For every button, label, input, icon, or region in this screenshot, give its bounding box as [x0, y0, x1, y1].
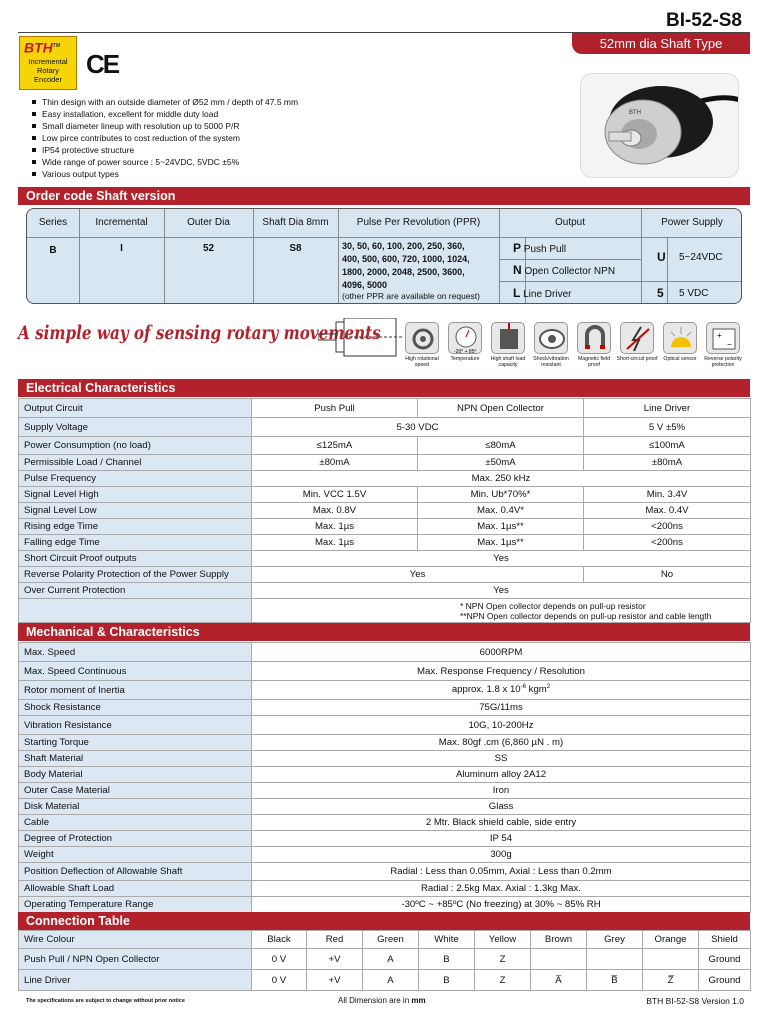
icon-label: Temperature [450, 356, 480, 362]
mechanical-table [18, 642, 751, 913]
model-title: BI-52-S8 [665, 10, 742, 31]
order-header: Pulse Per Revolution (PPR) [356, 217, 481, 228]
high-shaft-load-icon [491, 322, 525, 354]
electrical-title: Electrical Characteristics [18, 379, 750, 397]
table-row: Outer Case Material Iron [19, 783, 751, 799]
order-code-table [26, 208, 742, 304]
icon-label: Reverse polarity protection [704, 356, 742, 368]
table-row: Wire Colour Black Red Green White Yellow Brown Grey Orange Shield [19, 931, 751, 949]
icon-label: Optical sensor [663, 356, 697, 362]
table-row: Position Deflection of Allowable Shaft Radial : Less than 0.05mm, Axial : Less than 0.2mm [19, 863, 751, 881]
order-header: Series [38, 217, 68, 228]
table-row: Starting Torque Max. 80gf .cm (6,860 µN . m) [19, 735, 751, 751]
feature-item: Wide range of power source : 5~24VDC, 5VDC ±5% [30, 156, 298, 168]
order-power-code: U [657, 250, 666, 264]
order-output-npn: N Open Collector NPN [513, 263, 616, 277]
table-row: Output Circuit Push Pull NPN Open Collector Line Driver [19, 399, 751, 418]
order-power-code: 5 [657, 286, 664, 300]
table-row: Body Material Aluminum alloy 2A12 [19, 767, 751, 783]
electrical-notes: * NPN Open collector depends on pull-up resistor **NPN Open collector depends on pull-up resistor and cable length [252, 599, 751, 623]
order-header: Power Supply [661, 217, 723, 228]
high-rotational-speed-icon [405, 322, 439, 354]
table-row: Line Driver 0 V +V A B Z A̅ B̅ Z̅ Ground [19, 970, 751, 991]
icon-label: High rotational speed [405, 356, 439, 368]
temperature-range: -20° + 85° [454, 349, 477, 355]
type-ribbon: 52mm dia Shaft Type [572, 33, 750, 54]
table-row: Max. Speed Continuous Max. Response Frequency / Resolution [19, 662, 751, 681]
table-row: Reverse Polarity Protection of the Power Supply Yes No [19, 567, 751, 583]
order-series: B [49, 245, 57, 256]
order-header: Outer Dia [187, 217, 230, 228]
table-row: Weight 300g [19, 847, 751, 863]
order-output-push-pull: P Push Pull [513, 241, 567, 255]
feature-item: Low pirce contributes to cost reduction of the system [30, 132, 298, 144]
icon-label: High shaft load capacity [490, 356, 526, 368]
table-row: Shaft Material SS [19, 751, 751, 767]
mechanical-title: Mechanical & Characteristics [18, 623, 750, 641]
table-row: Supply Voltage 5-30 VDC 5 V ±5% [19, 418, 751, 437]
icon-label: Magnetic field proof [577, 356, 610, 368]
encoder-drawing [318, 318, 402, 361]
table-row: Short Circuit Proof outputs Yes [19, 551, 751, 567]
table-row: Allowable Shaft Load Radial : 2.5kg Max. Axial : 1.3kg Max. [19, 881, 751, 897]
table-row: Rising edge Time Max. 1µs Max. 1µs** <200ns [19, 519, 751, 535]
feature-item: Small diameter lineup with resolution up to 5000 P/R [30, 120, 298, 132]
footer-disclaimer: The specifications are subject to change without prior notice [26, 998, 185, 1004]
icon-label: Shock/vibration resistant [533, 356, 569, 368]
table-row: Power Consumption (no load) ≤125mA ≤80mA ≤100mA [19, 437, 751, 455]
reverse-polarity-icon [706, 322, 740, 354]
svg-text:+: + [717, 331, 722, 340]
order-power-label: 5~24VDC [679, 252, 723, 263]
order-code-title: Order code Shaft version [18, 187, 750, 205]
table-row: Degree of Protection IP 54 [19, 831, 751, 847]
magnetic-field-icon [577, 322, 611, 354]
order-header: Incremental [95, 217, 148, 228]
order-incremental: I [120, 243, 123, 254]
icon-label: Short-circuit proof [616, 356, 658, 362]
feature-item: IP54 protective structure [30, 144, 298, 156]
slogan: A simple way of sensing rotary movements [18, 322, 381, 344]
table-row: Max. Speed 6000RPM [19, 643, 751, 662]
encoder-photo [580, 73, 739, 178]
optical-sensor-icon [663, 322, 697, 354]
table-row: Over Current Protection Yes [19, 583, 751, 599]
electrical-table [18, 398, 751, 623]
short-circuit-icon [620, 322, 654, 354]
connection-title: Connection Table [18, 912, 750, 930]
feature-item: Easy installation, excellent for middle duty load [30, 108, 298, 120]
feature-item: Thin design with an outside diameter of Ø52 mm / depth of 47.5 mm [30, 96, 298, 108]
temperature-icon [448, 322, 482, 354]
order-ppr-list: 30, 50, 60, 100, 200, 250, 360, 400, 500, 600, 720, 1000, 1024, 1800, 2000, 2048, 2500, 3600, 4096, 5000 (other PPR are available on request) [342, 241, 480, 301]
table-row: Permissible Load / Channel ±80mA ±50mA ±80mA [19, 455, 751, 471]
order-output-line-driver: L Line Driver [513, 286, 572, 300]
order-power-label: 5 VDC [679, 288, 709, 299]
table-row: Rotor moment of Inertia approx. 1.8 x $10^{-6}$ kgm$^2$ [19, 681, 751, 700]
order-header: Output [554, 217, 586, 228]
connection-table [18, 930, 751, 991]
footer-dimension-note: All Dimension are in mm [338, 996, 426, 1005]
table-row: Signal Level Low Max. 0.8V Max. 0.4V* Max. 0.4V [19, 503, 751, 519]
table-row [19, 599, 751, 623]
ce-mark: CE [86, 49, 119, 79]
order-outer-dia: 52 [202, 243, 215, 254]
feature-list [30, 96, 298, 180]
table-row: Push Pull / NPN Open Collector 0 V +V A B Z Ground [19, 949, 751, 970]
table-row: Vibration Resistance 10G, 10-200Hz [19, 716, 751, 735]
table-row: Pulse Frequency Max. 250 kHz [19, 471, 751, 487]
table-row: Signal Level High Min. VCC 1.5V Min. Ub*70%* Min. 3.4V [19, 487, 751, 503]
shock-vibration-icon [534, 322, 568, 354]
order-header: Shaft Dia 8mm [262, 217, 329, 228]
table-row: Shock Resistance 75G/11ms [19, 700, 751, 716]
order-shaft-dia: S8 [289, 243, 302, 254]
photo-label: BTH [629, 110, 641, 116]
table-row: Operating Temperature Range -30ºC ~ +85ºC (No freezing) at 30% ~ 85% RH [19, 897, 751, 913]
footer-version: BTH BI-52-S8 Version 1.0 [646, 996, 744, 1006]
table-row: Falling edge Time Max. 1µs Max. 1µs** <200ns [19, 535, 751, 551]
table-row: Disk Material Glass [19, 799, 751, 815]
bth-logo: BTH™ Incremental Rotary Encoder [19, 36, 77, 90]
feature-item: Various output types [30, 168, 298, 180]
svg-text:−: − [727, 340, 732, 349]
table-row: Cable 2 Mtr. Black shield cable, side entry [19, 815, 751, 831]
